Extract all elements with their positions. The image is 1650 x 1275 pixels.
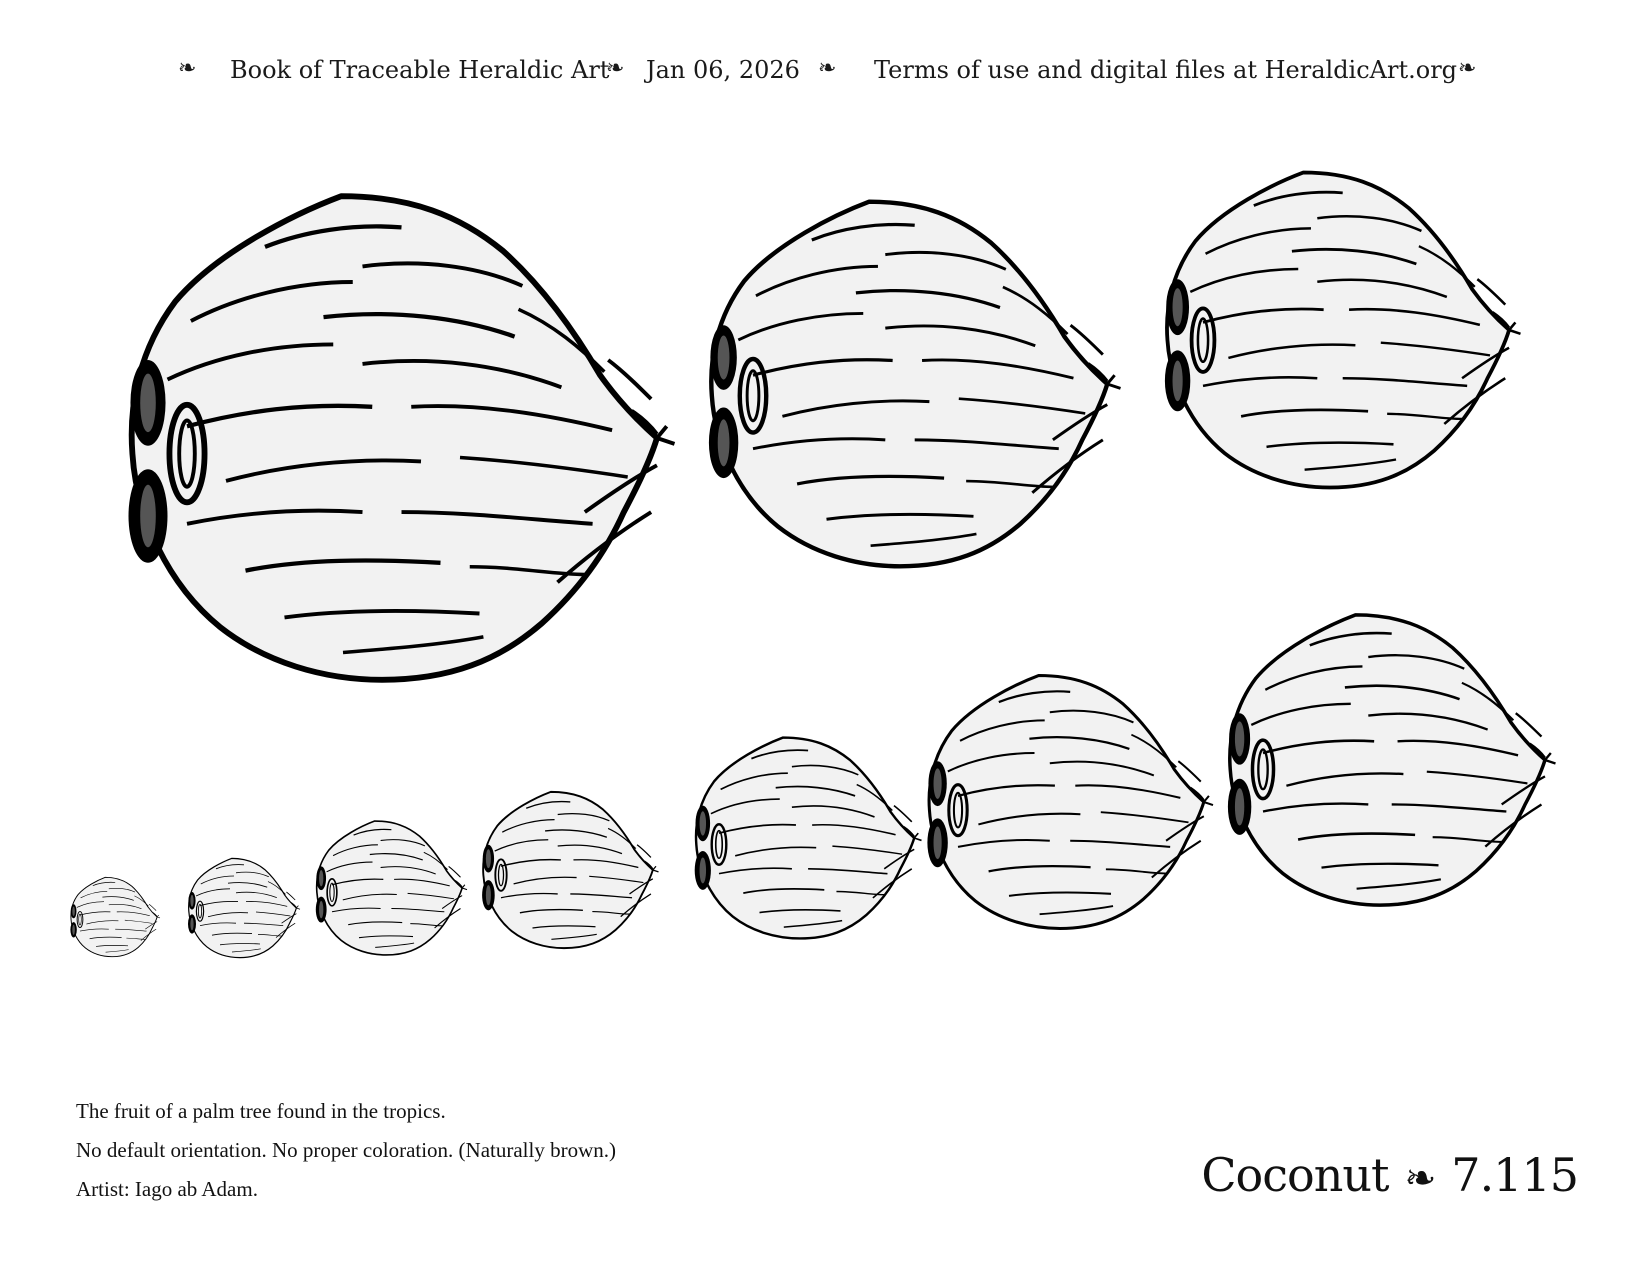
description-line: The fruit of a palm tree found in the tropics. — [76, 1099, 446, 1123]
ornament-icon: ❧ — [1404, 1156, 1436, 1200]
ornament-icon: ❧ — [1458, 56, 1477, 81]
figure-name: Coconut — [1201, 1148, 1389, 1202]
coconut-illustration — [1165, 173, 1521, 488]
terms-of-use: Terms of use and digital files at HeraldicArt.org — [874, 56, 1458, 84]
coconut-illustration — [129, 196, 675, 680]
coconut-illustration — [695, 738, 922, 939]
coconut-illustration — [709, 202, 1121, 567]
ornament-icon: ❧ — [178, 56, 197, 81]
artist-credit: Artist: Iago ab Adam. — [76, 1177, 258, 1201]
coconut-illustration — [70, 877, 160, 956]
ornament-icon: ❧ — [606, 56, 625, 81]
coconut-illustration — [188, 858, 300, 957]
description-line: No default orientation. No proper coloration. (Naturally brown.) — [76, 1138, 617, 1162]
coconut-illustration — [927, 676, 1213, 929]
publication-date: Jan 06, 2026 — [646, 56, 800, 84]
coconut-illustration — [1228, 615, 1556, 905]
figure-title — [1201, 1148, 1578, 1202]
ornament-icon: ❧ — [818, 56, 837, 81]
coconut-illustration — [482, 792, 658, 948]
figure-number: 7.115 — [1451, 1148, 1578, 1202]
book-title: Book of Traceable Heraldic Art — [230, 56, 610, 84]
figure-description — [76, 1092, 616, 1209]
coconut-illustration — [316, 821, 467, 955]
